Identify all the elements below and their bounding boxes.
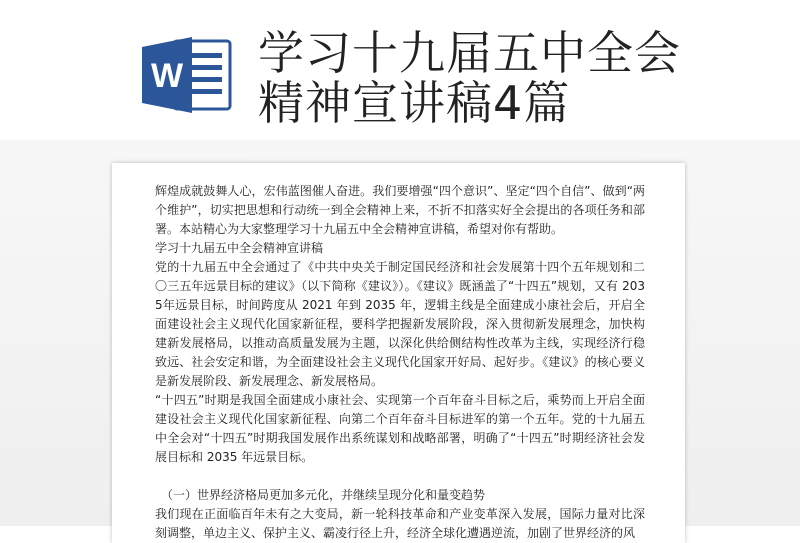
word-icon-letter: W	[150, 57, 184, 95]
blank-line	[155, 467, 645, 486]
paragraph-body-1: 党的十九届五中全会通过了《中共中央关于制定国民经济和社会发展第十四个五年规划和二〇三五年远景目标的建议》（以下简称《建议》）。《建议》既涵盖了“十四五”规划，又有 2035年远景目标，时间跨度从 2021 年到 2035 年，逻辑主线是全面建成小康社会后，开启全面建设社会主义现代化国家新征程，要科学把握新发展阶段，深入贯彻新发展理念，加快构建新发展格局，以推动高质量发展为主题，以深化供给侧结构性改革为主线，实现经济行稳致远、社会安定和谐，为全面建设社会主义现代化国家开好局、起好步。《建议》的核心要义是新发展阶段、新发展理念、新发展格局。	[155, 260, 645, 388]
section-heading-1: （一）世界经济格局更加多元化，并继续呈现分化和量变趋势	[161, 488, 486, 502]
paragraph-heading: 学习十九届五中全会精神宣讲稿	[155, 241, 324, 255]
document-page	[112, 163, 685, 543]
page-title	[258, 28, 681, 128]
paragraph-body-3: 我们现在正面临百年未有之大变局，新一轮科技革命和产业变革深入发展，国际力量对比深刻调整，单边主义、保护主义、霸凌行径上升，经济全球化遭遇逆流，加剧了世界经济的风	[155, 507, 645, 540]
word-document-icon	[140, 35, 232, 115]
paragraph-body-2: “十四五”时期是我国全面建成小康社会、实现第一个百年奋斗目标之后，乘势而上开启全面建设社会主义现代化国家新征程、向第二个百年奋斗目标进军的第一个五年。党的十九届五中全会对“十四五”时期我国发展作出系统谋划和战略部署，明确了“十四五”时期经济社会发展目标和 2035 年远景目标。	[155, 393, 645, 464]
title-line-2: 精神宣讲稿4篇	[258, 76, 571, 130]
paragraph-intro: 辉煌成就鼓舞人心，宏伟蓝图催人奋进。我们要增强“四个意识”、坚定“四个自信”、做到“两个维护”，切实把思想和行动统一到全会精神上来，不折不扣落实好全会提出的各项任务和部署。本站精心为大家整理学习十九届五中全会精神宣讲稿，希望对你有帮助。	[155, 184, 645, 236]
title-line-1: 学习十九届五中全会	[258, 26, 681, 80]
document-body	[155, 182, 645, 543]
